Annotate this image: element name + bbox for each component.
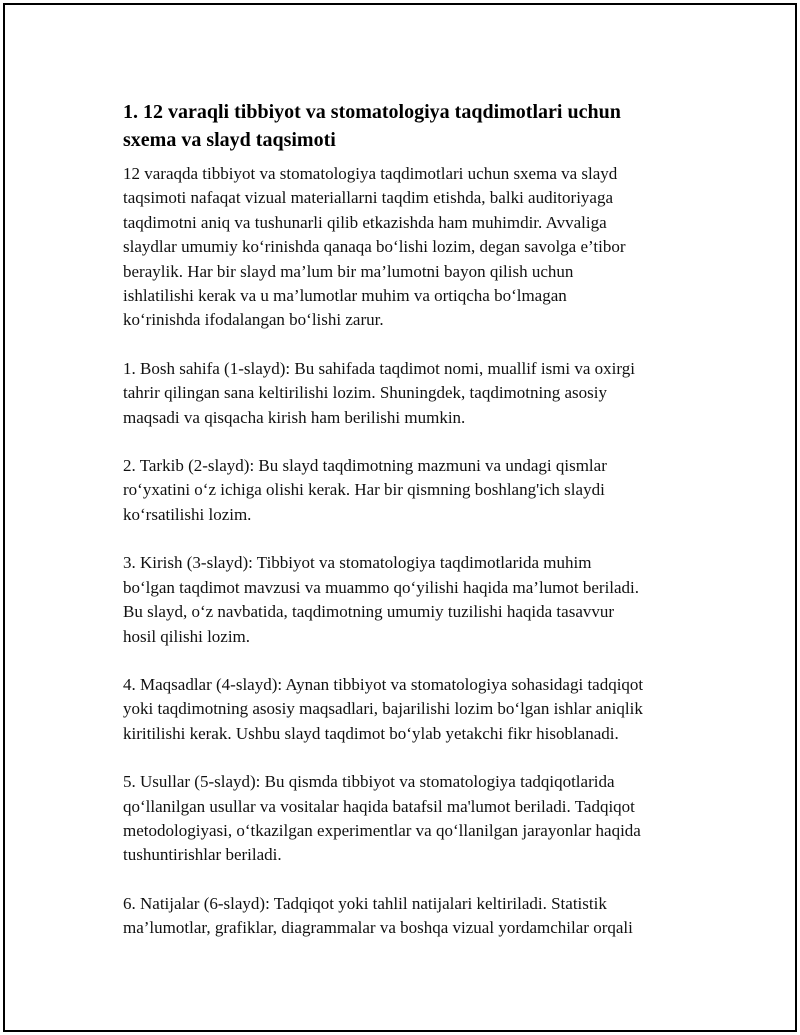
text-line: slaydlar umumiy ko‘rinishda qanaqa bo‘lishi lozim, degan savolga e’tibor bbox=[123, 237, 626, 257]
text-line: ko‘rinishda ifodalangan bo‘lishi zarur. bbox=[123, 310, 384, 330]
text-line: qo‘llanilgan usullar va vositalar haqida batafsil ma'lumot beriladi. Tadqiqot bbox=[123, 796, 635, 816]
page-frame bbox=[3, 3, 797, 1032]
text-line: ro‘yxatini o‘z ichiga olishi kerak. Har bir qismning boshlang'ich slaydi bbox=[123, 480, 605, 500]
text-line: taqsimoti nafaqat vizual materiallarni taqdim etishda, balki auditoriyaga bbox=[123, 188, 614, 208]
slide-1-paragraph bbox=[123, 357, 703, 430]
text-line: tushuntirishlar beriladi. bbox=[123, 845, 282, 865]
section-heading-line: 1. 12 varaqli tibbiyot va stomatologiya taqdimotlari uchun bbox=[123, 101, 621, 123]
text-line: 3. Kirish (3-slayd): Tibbiyot va stomatologiya taqdimotlarida muhim bbox=[123, 553, 592, 573]
section-heading-line: sxema va slayd taqsimoti bbox=[123, 129, 336, 151]
text-line: metodologiyasi, o‘tkazilgan experimentlar va qo‘llanilgan jarayonlar haqida bbox=[123, 820, 641, 840]
slide-2-paragraph bbox=[123, 454, 703, 527]
text-line: 6. Natijalar (6-slayd): Tadqiqot yoki tahlil natijalari keltiriladi. Statistik bbox=[123, 893, 607, 913]
intro-paragraph bbox=[123, 162, 703, 333]
slide-4-paragraph bbox=[123, 673, 703, 746]
slide-5-paragraph bbox=[123, 770, 703, 868]
text-line: beraylik. Har bir slayd ma’lum bir ma’lumotni bayon qilish uchun bbox=[123, 261, 574, 281]
text-line: 12 varaqda tibbiyot va stomatologiya taqdimotlari uchun sxema va slayd bbox=[123, 164, 618, 183]
document-body bbox=[123, 98, 703, 941]
text-line: bo‘lgan taqdimot mavzusi va muammo qo‘yilishi haqida ma’lumot beriladi. bbox=[123, 577, 640, 597]
text-line: kiritilishi kerak. Ushbu slayd taqdimot bo‘ylab yetakchi fikr hisoblanadi. bbox=[123, 723, 619, 743]
slide-3-paragraph bbox=[123, 551, 703, 649]
text-line: tahrir qilingan sana keltirilishi lozim. Shuningdek, taqdimotning asosiy bbox=[123, 383, 607, 403]
text-line: Bu slayd, o‘z navbatida, taqdimotning umumiy tuzilishi haqida tasavvur bbox=[123, 602, 615, 622]
text-line: 4. Maqsadlar (4-slayd): Aynan tibbiyot va stomatologiya sohasidagi tadqiqot bbox=[123, 674, 644, 694]
section-heading bbox=[123, 98, 703, 154]
text-line: maqsadi va qisqacha kirish ham berilishi mumkin. bbox=[123, 407, 466, 427]
text-line: ishlatilishi kerak va u ma’lumotlar muhim va ortiqcha bo‘lmagan bbox=[123, 286, 567, 306]
text-line: taqdimotni aniq va tushunarli qilib etkazishda ham muhimdir. Avvaliga bbox=[123, 212, 607, 232]
text-line: 5. Usullar (5-slayd): Bu qismda tibbiyot va stomatologiya tadqiqotlarida bbox=[123, 772, 615, 792]
text-line: 2. Tarkib (2-slayd): Bu slayd taqdimotning mazmuni va undagi qismlar bbox=[123, 456, 607, 476]
text-line: 1. Bosh sahifa (1-slayd): Bu sahifada taqdimot nomi, muallif ismi va oxirgi bbox=[123, 358, 635, 378]
text-line: ma’lumotlar, grafiklar, diagrammalar va boshqa vizual yordamchilar orqali bbox=[123, 918, 633, 938]
text-line: ko‘rsatilishi lozim. bbox=[123, 504, 252, 524]
text-line: hosil qilishi lozim. bbox=[123, 626, 251, 646]
slide-6-paragraph bbox=[123, 892, 703, 941]
text-line: yoki taqdimotning asosiy maqsadlari, bajarilishi lozim bo‘lgan ishlar aniqlik bbox=[123, 699, 643, 719]
